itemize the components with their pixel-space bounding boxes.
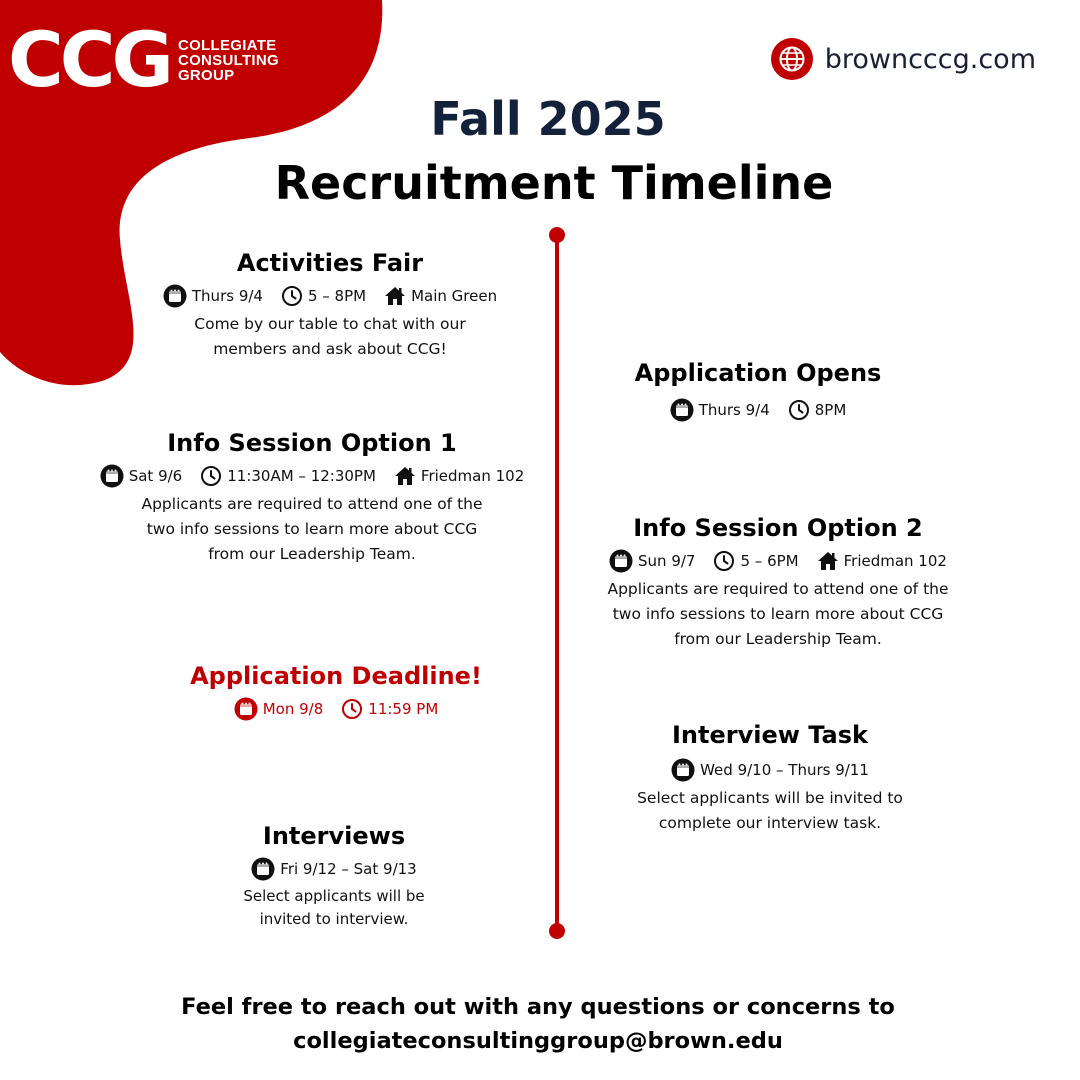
event-date: Thurs 9/4 — [698, 401, 770, 419]
desc-line: from our Leadership Team. — [674, 630, 882, 648]
event-title: Interviews — [262, 822, 406, 850]
event-application-opens — [558, 358, 958, 422]
event-date: Wed 9/10 – Thurs 9/11 — [700, 761, 869, 779]
event-location: Main Green — [411, 287, 498, 305]
event-application-deadline — [136, 661, 536, 721]
event-time: 5 – 6PM — [740, 552, 799, 570]
event-interviews — [134, 821, 534, 931]
clock-icon — [200, 465, 222, 487]
event-title: Interview Task — [672, 721, 868, 749]
event-meta — [92, 464, 532, 488]
timeline-line — [555, 235, 559, 931]
event-title: Application Opens — [634, 359, 882, 387]
website-text: browncccg.com — [824, 43, 1036, 75]
desc-line: Applicants are required to attend one of the — [607, 580, 949, 598]
desc-line: from our Leadership Team. — [208, 545, 416, 563]
calendar-icon — [671, 758, 695, 782]
logo-wordmark — [178, 38, 279, 83]
event-meta — [578, 549, 978, 573]
clock-icon — [713, 550, 735, 572]
logo-line-1: COLLEGIATE — [177, 36, 277, 54]
logo-line-3: GROUP — [177, 66, 235, 84]
event-description — [130, 312, 530, 362]
event-description — [92, 492, 532, 567]
home-icon — [817, 550, 839, 572]
logo-mark: CCG — [8, 15, 170, 104]
clock-icon — [788, 399, 810, 421]
desc-line: Select applicants will be — [243, 887, 425, 905]
timeline-start-dot — [549, 227, 565, 243]
clock-icon — [341, 698, 363, 720]
event-date: Mon 9/8 — [262, 700, 324, 718]
home-icon — [384, 285, 406, 307]
desc-line: Applicants are required to attend one of the — [141, 495, 483, 513]
calendar-icon — [234, 697, 258, 721]
event-meta — [570, 758, 970, 782]
desc-line: Come by our table to chat with our — [194, 315, 466, 333]
website-link[interactable] — [771, 38, 1036, 80]
footer-contact — [0, 990, 1076, 1058]
event-time: 5 – 8PM — [307, 287, 367, 305]
event-date: Thurs 9/4 — [191, 287, 263, 305]
event-info-session-1 — [92, 428, 532, 567]
event-time: 11:59 PM — [368, 700, 439, 718]
event-meta — [130, 284, 530, 308]
event-description — [578, 577, 978, 652]
event-date: Sat 9/6 — [128, 467, 183, 485]
event-title: Info Session Option 2 — [633, 514, 923, 542]
event-title: Info Session Option 1 — [167, 429, 457, 457]
event-interview-task — [570, 720, 970, 836]
event-activities-fair — [130, 248, 530, 362]
event-date: Sun 9/7 — [638, 552, 696, 570]
event-description — [134, 885, 534, 931]
home-icon — [394, 465, 416, 487]
desc-line: Select applicants will be invited to — [637, 789, 903, 807]
event-time: 8PM — [814, 401, 847, 419]
event-location: Friedman 102 — [843, 552, 947, 570]
calendar-icon — [609, 549, 633, 573]
page-title-season: Fall 2025 — [430, 92, 666, 146]
desc-line: invited to interview. — [259, 910, 409, 928]
event-description — [570, 786, 970, 836]
event-time: 11:30AM – 12:30PM — [227, 467, 376, 485]
event-meta — [134, 857, 534, 881]
clock-icon — [281, 285, 303, 307]
timeline-end-dot — [549, 923, 565, 939]
desc-line: members and ask about CCG! — [213, 340, 447, 358]
globe-icon — [771, 38, 813, 80]
ccg-logo — [8, 15, 279, 104]
page-title: Recruitment Timeline — [274, 156, 834, 210]
calendar-icon — [670, 398, 694, 422]
calendar-icon — [100, 464, 124, 488]
footer-line: Feel free to reach out with any questions or concerns to — [181, 994, 895, 1020]
event-title: Application Deadline! — [190, 662, 482, 690]
desc-line: complete our interview task. — [658, 814, 882, 832]
event-meta — [558, 398, 958, 422]
logo-line-2: CONSULTING — [177, 51, 279, 69]
desc-line: two info sessions to learn more about CCG — [146, 520, 478, 538]
calendar-icon — [251, 857, 275, 881]
event-location: Friedman 102 — [420, 467, 525, 485]
calendar-icon — [163, 284, 187, 308]
contact-email-link[interactable]: collegiateconsultinggroup@brown.edu — [293, 1028, 783, 1054]
event-title: Activities Fair — [236, 249, 424, 277]
event-meta — [136, 697, 536, 721]
desc-line: two info sessions to learn more about CCG — [612, 605, 944, 623]
event-info-session-2 — [578, 513, 978, 652]
event-date: Fri 9/12 – Sat 9/13 — [280, 860, 417, 878]
